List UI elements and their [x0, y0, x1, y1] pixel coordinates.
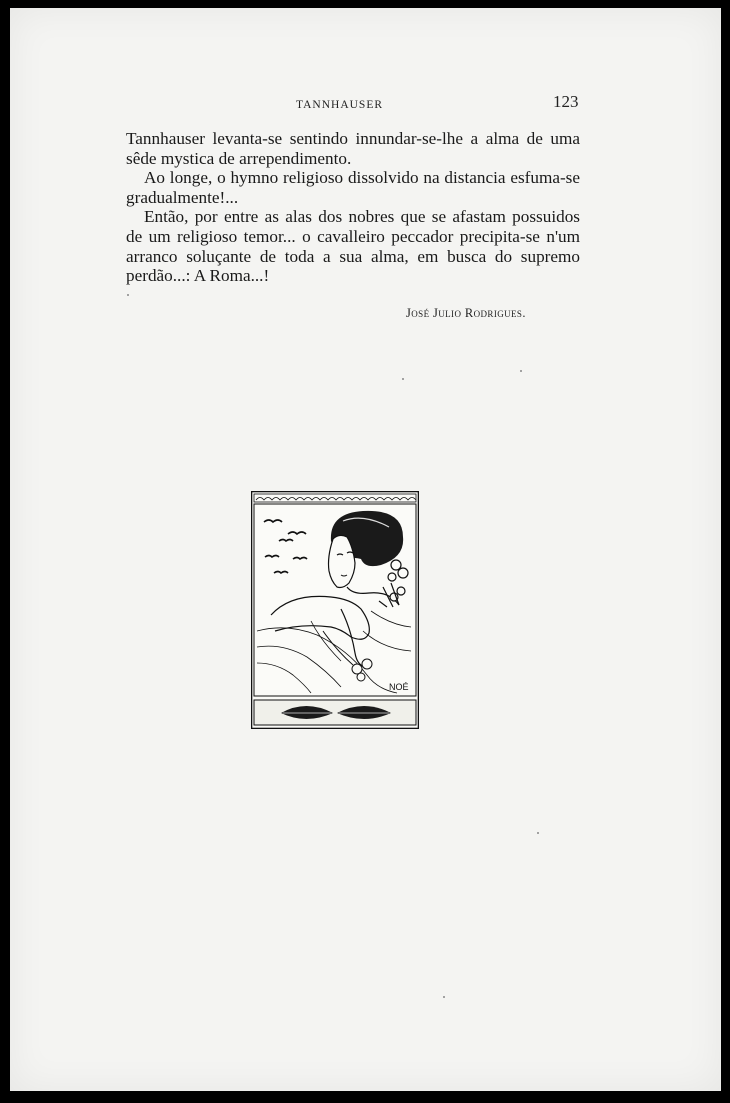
page-number: 123 [553, 92, 579, 111]
paragraph-1: Tannhauser levanta-se sentindo innundar-se-lhe a alma de uma sêde mystica de arrependimento. [126, 129, 580, 168]
paper-speck [402, 378, 404, 380]
running-title: TANNHAUSER [296, 99, 384, 111]
paper-speck [127, 294, 129, 296]
paragraph-3: Então, por entre as alas dos nobres que se afastam possuidos de um religioso temor... o cavalleiro peccador precipita-se n'um arranco soluçante de toda a sua alma, em busca do supremo perdão...: A Roma...! [126, 207, 580, 286]
woman-illustration [251, 491, 419, 729]
paper-speck [443, 996, 445, 998]
artist-mark: NOÉ [389, 682, 409, 692]
paper-speck [537, 832, 539, 834]
paragraph-2: Ao longe, o hymno religioso dissolvido na distancia esfuma-se gradualmente!... [126, 168, 580, 207]
bottom-leaf-panel [254, 700, 416, 725]
body-text [126, 129, 580, 286]
author-signature: José Julio Rodrigues. [406, 306, 526, 320]
paper-speck [520, 370, 522, 372]
